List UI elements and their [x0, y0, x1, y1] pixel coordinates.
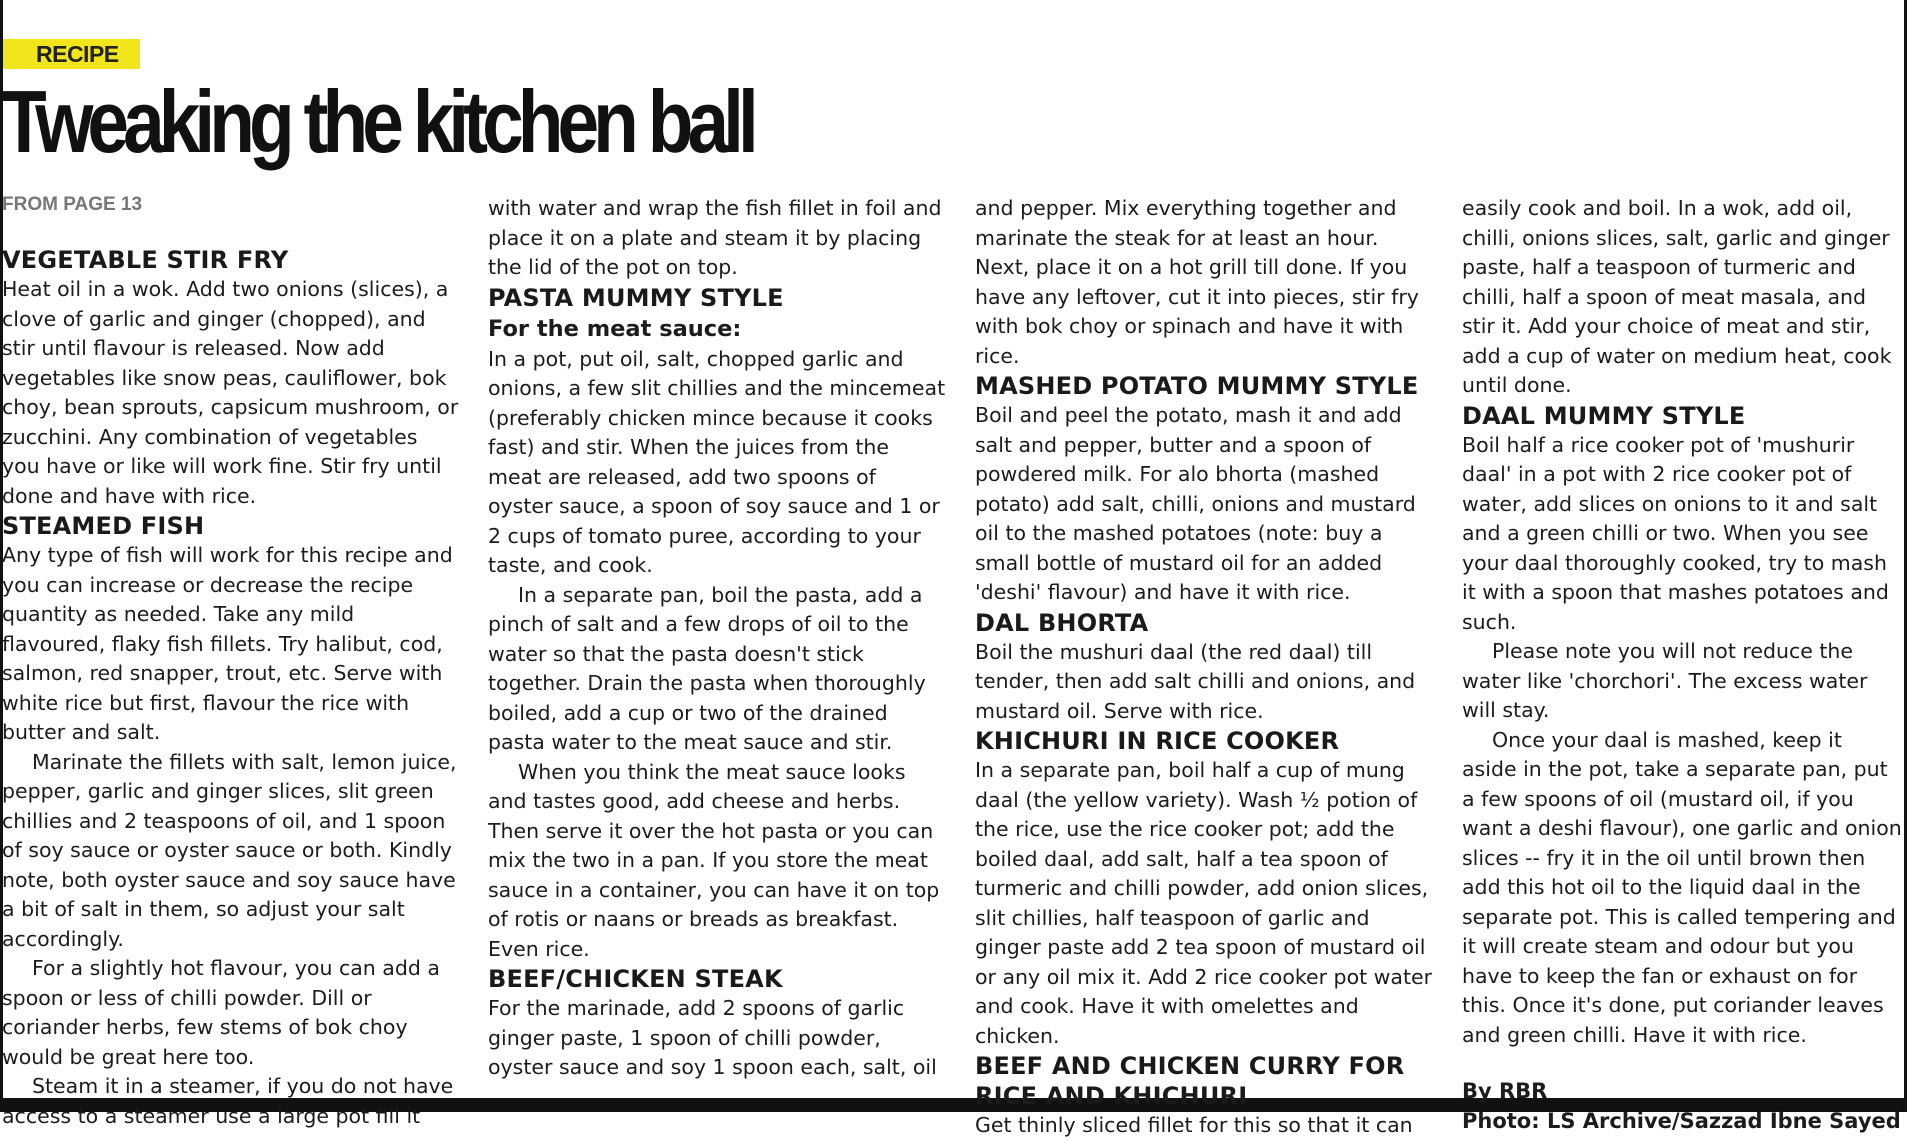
paragraph: and pepper. Mix everything together and marinate the steak for at least an hour. Next, place it on a hot grill till done. If you have any leftover, cut it into pieces, stir fry with bok choy or spinach and have it with rice. — [975, 196, 1419, 368]
right-border-rule — [1904, 0, 1907, 1102]
paragraph: Get thinly sliced fillet for this so that it can — [975, 1113, 1413, 1137]
section-heading-dal-bhorta: DAL BHORTA — [975, 608, 1149, 637]
section-heading-khichuri: KHICHURI IN RICE COOKER — [975, 727, 1340, 755]
section-heading-mashed-potato: MASHED POTATO MUMMY STYLE — [975, 372, 1419, 400]
section-heading-curry: BEEF AND CHICKEN CURRY FOR RICE AND KHICHURI — [975, 1052, 1405, 1110]
section-heading-pasta: PASTA MUMMY STYLE — [488, 283, 784, 312]
paragraph: Boil half a rice cooker pot of 'mushurir daal' in a pot with 2 rice cooker pot of water, add slices on onions to it and salt and a green chilli or two. When you see your daal thoroughly cooked, try to mash it with a spoon that mashes potatoes and such. — [1462, 432, 1889, 634]
paragraph: For the marinade, add 2 spoons of garlic ginger paste, 1 spoon of chilli powder, oyster sauce and soy 1 spoon each, salt, oil — [488, 996, 937, 1079]
section-heading-steak: BEEF/CHICKEN STEAK — [488, 965, 783, 993]
spacer — [1462, 1050, 1902, 1076]
paragraph: Boil and peel the potato, mash it and add salt and pepper, butter and a spoon of powdered milk. For alo bhorta (mashed potato) add salt, chilli, onions and mustard oil to the mashed potatoes (note: buy a small bottle of mustard oil for an added 'deshi' flavour) and have it with rice. — [975, 403, 1416, 604]
photo-credit: Photo: LS Archive/Sazzad Ibne Sayed — [1462, 1109, 1901, 1133]
section-kicker: RECIPE — [3, 39, 140, 69]
paragraph: When you think the meat sauce looks and tastes good, add cheese and herbs. Then serve it over the hot pasta or you can mix the two in a pan. If you store the meat sauce in a container, you can have it on top of rotis or naans or breads as breakfast. Even rice. — [488, 759, 940, 961]
paragraph: Once your daal is mashed, keep it aside in the pot, take a separate pan, put a few spoons of oil (mustard oil, if you want a deshi flavour), one garlic and onion slices -- fry it in the oil until brown then add this hot oil to the liquid daal in the separate pot. This is called tempering and it will create steam and odour but you have to keep the fan or exhaust on for this. Once it's done, put coriander leaves and green chilli. Have it with rice. — [1462, 727, 1902, 1047]
paragraph: In a separate pan, boil half a cup of mung daal (the yellow variety). Wash ½ potion of the rice, use the rice cooker pot; add the boiled daal, add salt, half a tea spoon of turmeric and chilli powder, add onion slices, slit chillies, half teaspoon of garlic and ginger paste add 2 tea spoon of mustard oil or any oil mix it. Add 2 rice cooker pot water and cook. Have it with omelettes and chicken. — [975, 758, 1433, 1048]
paragraph: Steam it in a steamer, if you do not have access to a steamer use a large pot fill it — [2, 1074, 454, 1128]
continued-from-label: FROM PAGE 13 — [2, 194, 143, 215]
paragraph: In a separate pan, boil the pasta, add a pinch of salt and a few drops of oil to the water so that the pasta doesn't stick together. Drain the pasta when thoroughly boiled, add a cup or two of the drained pasta water to the meat sauce and stir. — [488, 582, 926, 754]
article-column-2 — [488, 194, 946, 1083]
section-heading-steamed-fish: STEAMED FISH — [2, 512, 205, 540]
paragraph: Boil the mushuri daal (the red daal) till tender, then add salt chilli and onions, and mustard oil. Serve with rice. — [975, 639, 1416, 723]
paragraph: Marinate the fillets with salt, lemon juice, pepper, garlic and ginger slices, slit green chillies and 2 teaspoons of oil, and 1 spoon of soy sauce or oyster sauce or both. Kindly note, both oyster sauce and soy sauce have a bit of salt in them, so adjust your salt accordingly. — [2, 749, 457, 951]
section-heading-daal: DAAL MUMMY STYLE — [1462, 401, 1746, 430]
paragraph: Heat oil in a wok. Add two onions (slices), a clove of garlic and ginger (chopped), and stir until flavour is released. Now add vegetables like snow peas, cauliflower, bok choy, bean sprouts, capsicum mushroom, or zucchini. Any combination of vegetables you have or like will work fine. Stir fry until done and have with rice. — [2, 277, 459, 508]
paragraph: Any type of fish will work for this recipe and you can increase or decrease the recipe quantity as needed. Take any mild flavoured, flaky fish fillets. Try halibut, cod, salmon, red snapper, trout, etc. Serve with white rice but first, flavour the rice with butter and salt. — [2, 543, 453, 744]
article-column-3 — [975, 194, 1433, 1141]
article-column-1 — [2, 192, 460, 1131]
section-heading-vegetable-stir-fry: VEGETABLE STIR FRY — [2, 246, 289, 274]
byline: By RBR — [1462, 1079, 1548, 1103]
paragraph: easily cook and boil. In a wok, add oil, chilli, onions slices, salt, garlic and ginger paste, half a teaspoon of turmeric and chilli, half a spoon of meat masala, and stir it. Add your choice of meat and stir, add a cup of water on medium heat, cook until done. — [1462, 196, 1892, 397]
paragraph: For a slightly hot flavour, you can add a spoon or less of chilli powder. Dill or coriander herbs, few stems of bok choy would be great here too. — [2, 956, 440, 1069]
page-title: Tweaking the kitchen ball — [1, 72, 753, 171]
paragraph: Please note you will not reduce the water like 'chorchori'. The excess water will stay. — [1462, 639, 1868, 722]
paragraph: In a pot, put oil, salt, chopped garlic and onions, a few slit chillies and the mincemeat (preferably chicken mince because it cooks fast) and stir. When the juices from the meat are released, add two spoons of oyster sauce, a spoon of soy sauce and 1 or 2 cups of tomato puree, according to your taste, and cook. — [488, 346, 946, 577]
subheading-meat-sauce: For the meat sauce: — [488, 315, 742, 342]
article-column-4 — [1462, 194, 1902, 1136]
paragraph: with water and wrap the fish fillet in foil and place it on a plate and steam it by placing the lid of the pot on top. — [488, 196, 942, 279]
